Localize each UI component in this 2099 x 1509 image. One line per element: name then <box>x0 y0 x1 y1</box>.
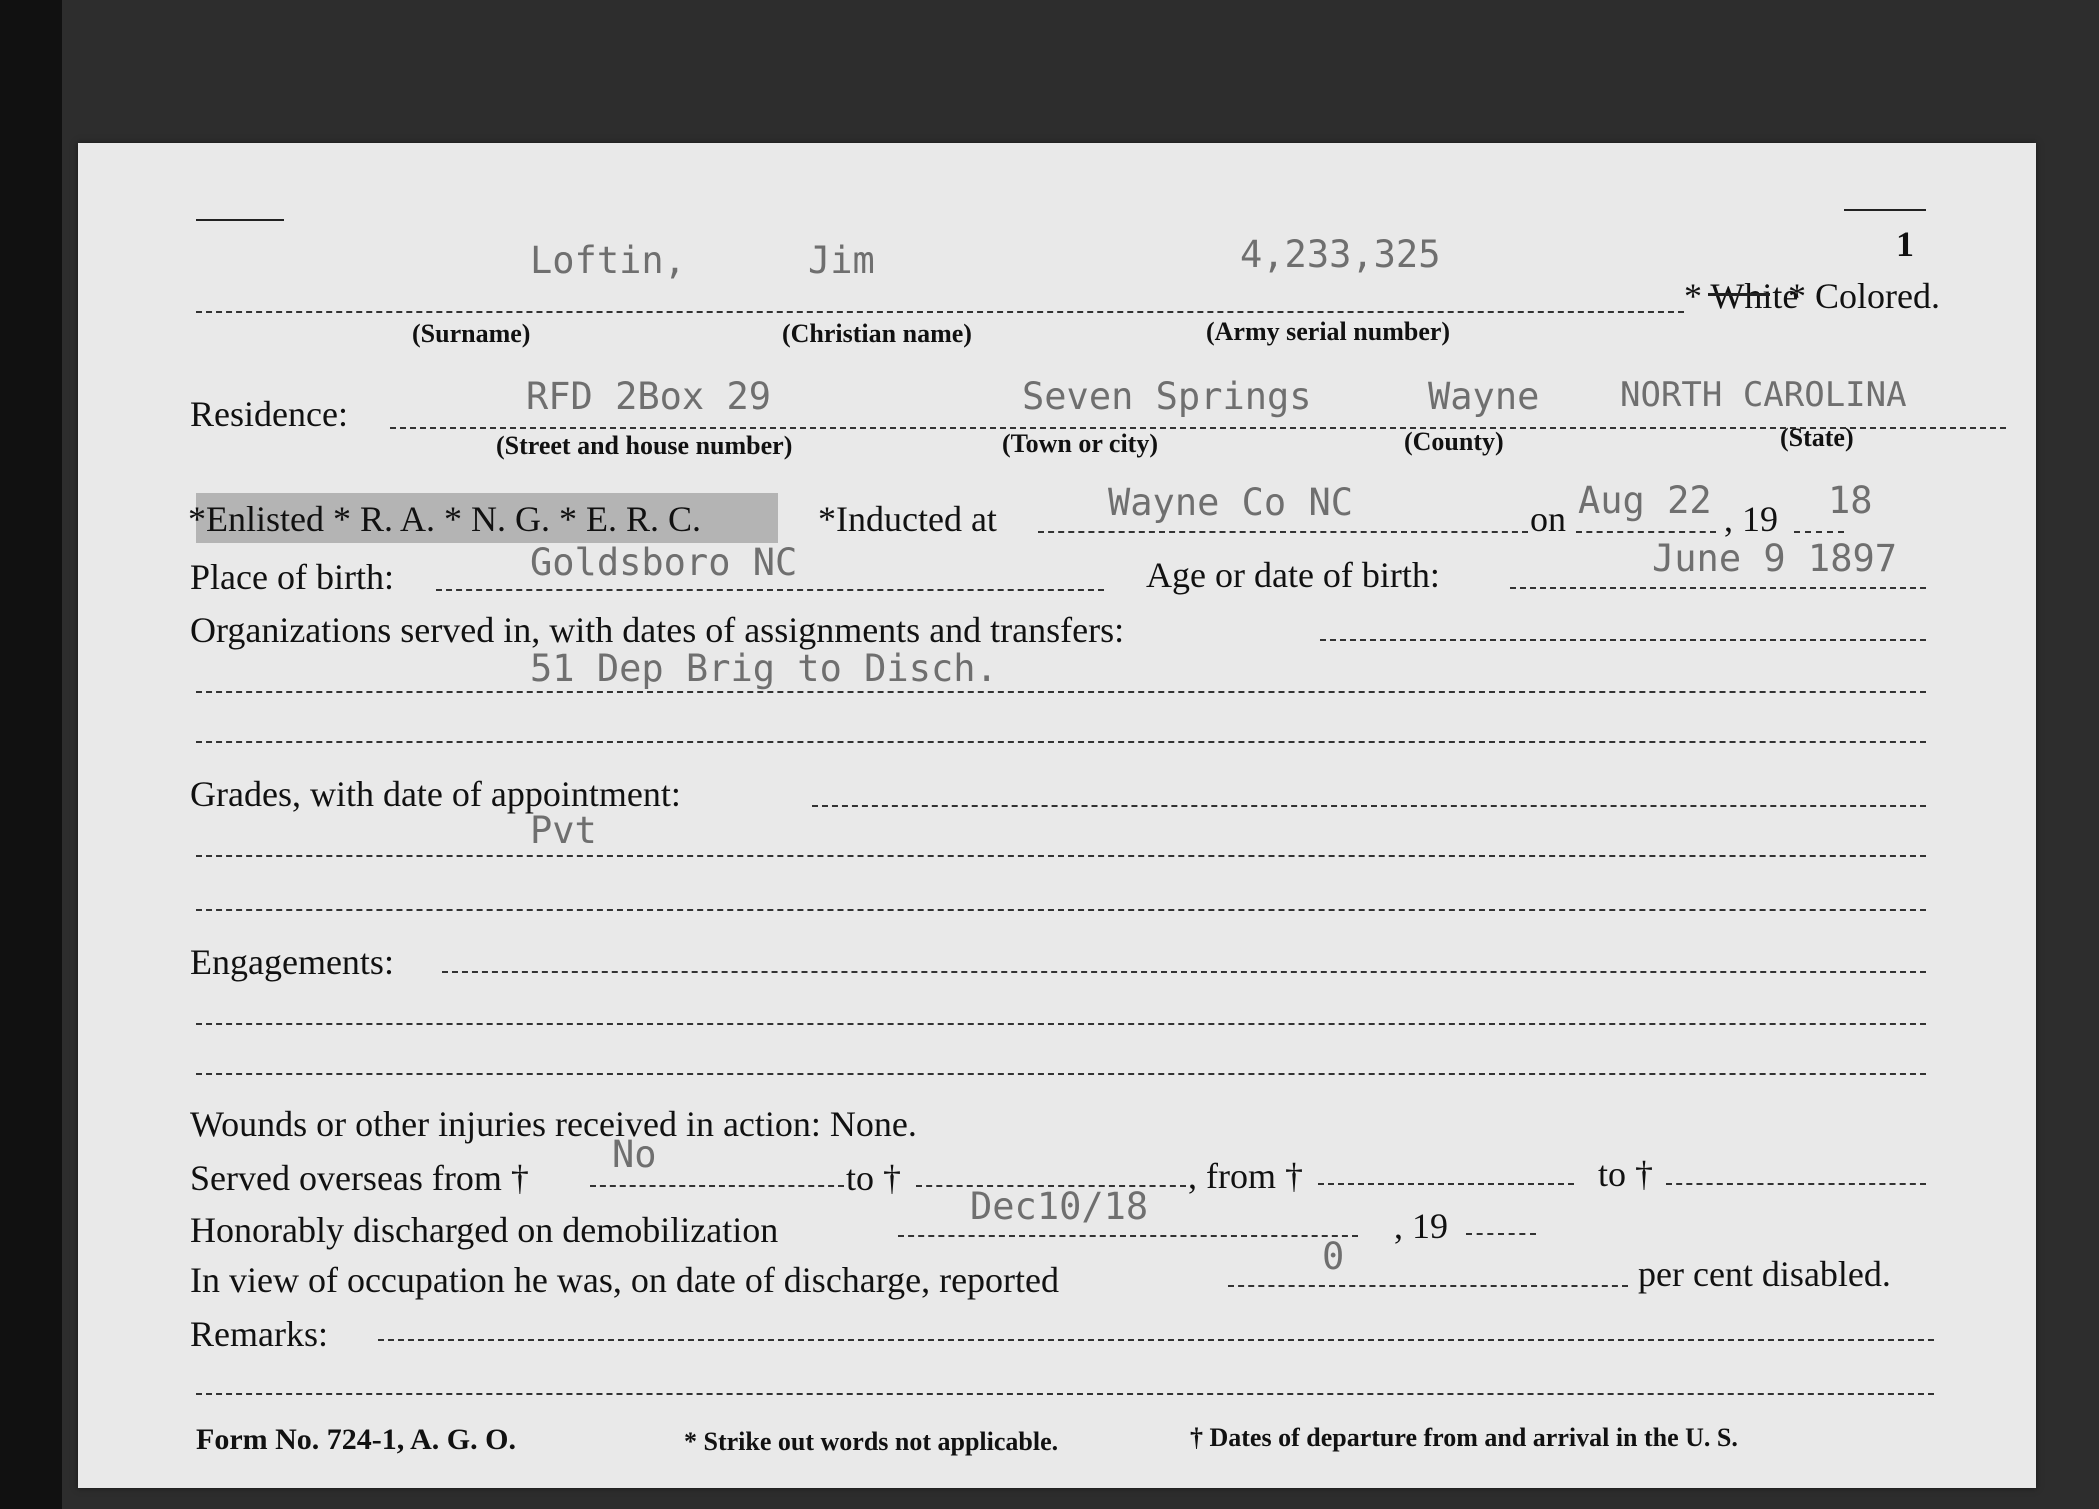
surname-caption: (Surname) <box>412 319 531 348</box>
grades-line-3 <box>196 909 1926 911</box>
overseas-from-label-2: , from † <box>1188 1156 1303 1196</box>
organizations-line-1 <box>1320 639 1926 641</box>
disability-value: 0 <box>1322 1235 1345 1278</box>
inducted-year-prefix: , 19 <box>1724 499 1778 539</box>
county-value: Wayne <box>1428 375 1540 418</box>
overseas-from-line <box>590 1185 844 1187</box>
remarks-line-2 <box>196 1393 1934 1395</box>
service-record-card <box>78 143 2036 1488</box>
engagements-line-3 <box>196 1073 1926 1075</box>
grade-value: Pvt <box>530 809 597 852</box>
engagements-line-2 <box>196 1023 1926 1025</box>
disability-suffix: per cent disabled. <box>1638 1254 1891 1294</box>
organizations-line-3 <box>196 741 1926 743</box>
enlistment-type-options: *Enlisted * R. A. * N. G. * E. R. C. <box>188 499 702 539</box>
overseas-to-label-2: to † <box>1598 1154 1654 1194</box>
inducted-date-line <box>1576 531 1716 533</box>
overseas-to-line-2 <box>1666 1183 1926 1185</box>
state-value: NORTH CAROLINA <box>1620 375 1907 415</box>
top-right-rule <box>1844 209 1926 211</box>
organizations-value: 51 Dep Brig to Disch. <box>530 647 998 690</box>
date-of-birth-value: June 9 1897 <box>1652 537 1898 580</box>
place-of-birth-value: Goldsboro NC <box>530 541 798 584</box>
surname-value: Loftin, <box>530 239 686 282</box>
overseas-value: No <box>612 1133 657 1176</box>
discharged-year-prefix: , 19 <box>1394 1206 1448 1246</box>
inducted-at-value: Wayne Co NC <box>1108 481 1354 524</box>
top-left-rule <box>196 219 284 221</box>
disability-label: In view of occupation he was, on date of discharge, reported <box>190 1260 1060 1300</box>
town-caption: (Town or city) <box>1002 429 1158 458</box>
strike-out-note: * Strike out words not applicable. <box>684 1427 1059 1456</box>
discharged-line <box>898 1235 1358 1237</box>
background-edge <box>0 0 62 1509</box>
remarks-label: Remarks: <box>190 1314 328 1354</box>
street-caption: (Street and house number) <box>496 431 793 460</box>
age-line <box>1510 587 1926 589</box>
residence-label: Residence: <box>190 394 348 434</box>
organizations-label: Organizations served in, with dates of assignments and transfers: <box>190 610 1125 650</box>
disability-line <box>1228 1285 1628 1287</box>
race-white-option: * White <box>1684 276 1799 316</box>
inducted-year-line <box>1794 531 1844 533</box>
overseas-to-label: to † <box>846 1158 902 1198</box>
organizations-line-2 <box>196 691 1926 693</box>
grades-line-1 <box>812 805 1926 807</box>
inducted-date-value: Aug 22 <box>1578 479 1712 522</box>
residence-line <box>390 427 2006 429</box>
inducted-at-label: *Inducted at <box>818 499 997 539</box>
place-of-birth-label: Place of birth: <box>190 557 394 597</box>
overseas-from-line-2 <box>1318 1183 1574 1185</box>
form-number: Form No. 724-1, A. G. O. <box>196 1423 516 1456</box>
street-value: RFD 2Box 29 <box>526 375 772 418</box>
on-label: on <box>1530 499 1566 539</box>
grades-label: Grades, with date of appointment: <box>190 774 681 814</box>
name-line <box>196 311 1684 313</box>
christian-name-caption: (Christian name) <box>782 319 972 348</box>
serial-number-caption: (Army serial number) <box>1206 317 1451 346</box>
card-number: 1 <box>1896 224 1914 264</box>
town-value: Seven Springs <box>1022 375 1312 418</box>
age-label: Age or date of birth: <box>1146 555 1440 595</box>
dates-note: † Dates of departure from and arrival in the U. S. <box>1190 1423 1738 1452</box>
christian-name-value: Jim <box>808 239 875 282</box>
serial-number-value: 4,233,325 <box>1240 233 1441 276</box>
grades-line-2 <box>196 855 1926 857</box>
inducted-at-line <box>1038 531 1528 533</box>
state-caption: (State) <box>1780 423 1854 452</box>
place-of-birth-line <box>436 589 1104 591</box>
served-overseas-label: Served overseas from † <box>190 1158 529 1198</box>
engagements-label: Engagements: <box>190 942 394 982</box>
race-colored-option: * Colored. <box>1788 276 1940 316</box>
discharge-date-value: Dec10/18 <box>970 1185 1149 1228</box>
engagements-line-1 <box>442 971 1926 973</box>
wounds-label: Wounds or other injuries received in action: None. <box>190 1104 917 1144</box>
discharged-label: Honorably discharged on demobilization <box>190 1210 779 1250</box>
remarks-line-1 <box>378 1339 1934 1341</box>
white-strikeout <box>1708 293 1770 296</box>
county-caption: (County) <box>1404 427 1504 456</box>
inducted-year-value: 18 <box>1828 479 1873 522</box>
discharged-year-line <box>1466 1233 1536 1235</box>
